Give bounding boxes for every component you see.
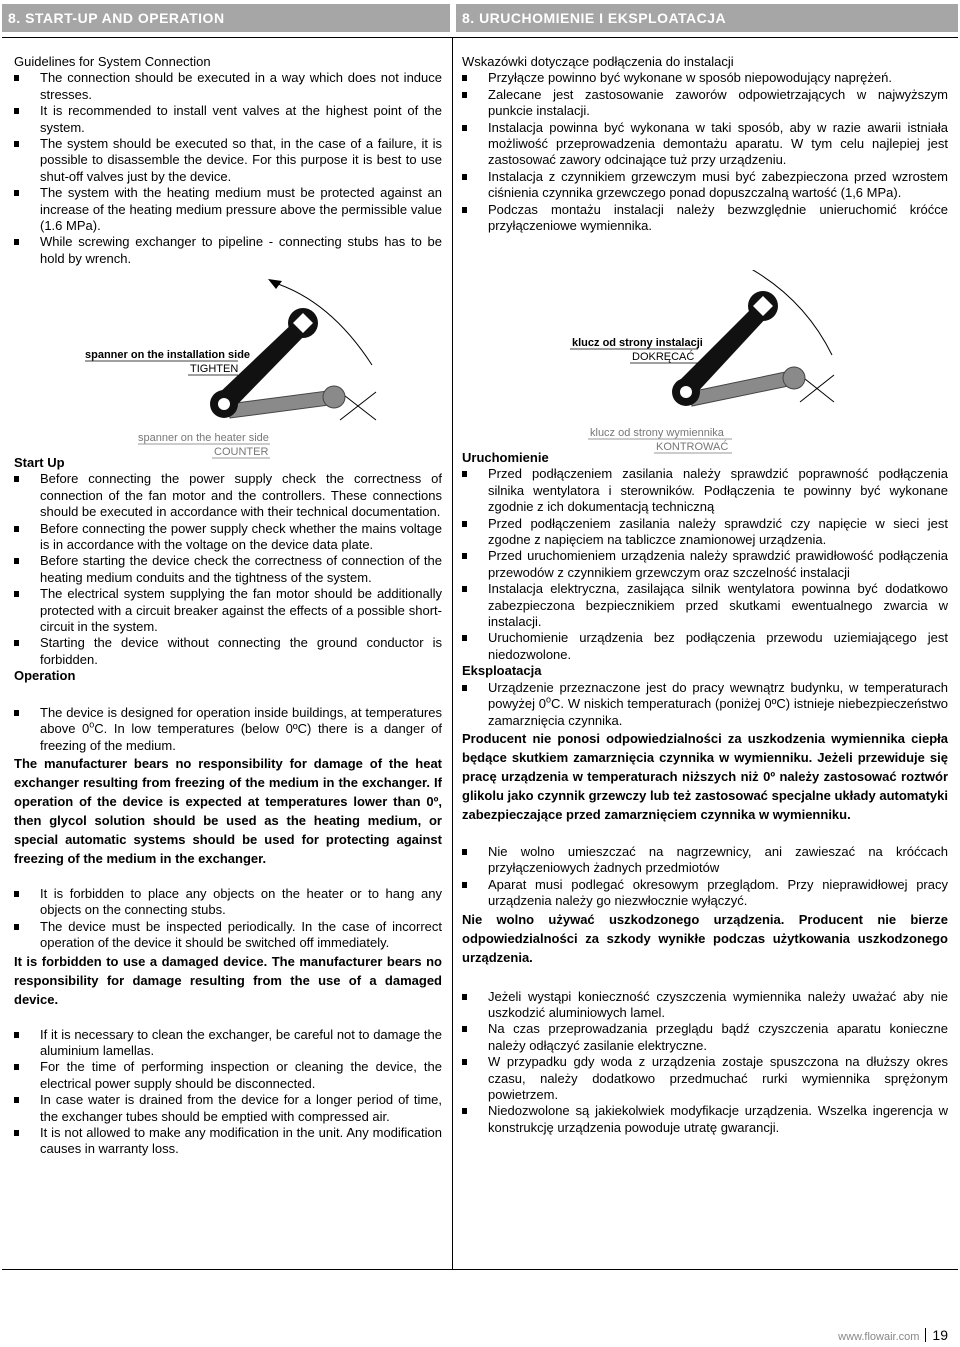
- list-item: Uruchomienie urządzenia bez podłączenia przewodu uziemiającego jest niedozwolone.: [462, 630, 948, 663]
- pl-guidelines-section: [462, 54, 948, 234]
- list-item: The device must be inspected periodically. In the case of incorrect operation of the device it should be switched off immediately.: [14, 919, 442, 952]
- en-forbidden-list: [14, 886, 442, 952]
- pl-guidelines-title: Wskazówki dotyczące podłączenia do instalacji: [462, 54, 734, 69]
- footer-url[interactable]: www.flowair.com: [838, 1331, 920, 1343]
- list-item: Przyłącze powinno być wykonane w sposób niepowodujący naprężeń.: [462, 70, 948, 86]
- wrench-nut: [218, 398, 230, 410]
- list-item: Jeżeli wystąpi konieczność czyszczenia wymiennika należy uważać aby nie uszkodzić aluminiowych lamel.: [462, 989, 948, 1022]
- en-maintenance-list: [14, 1027, 442, 1158]
- list-item: In case water is drained from the device for a longer period of time, the exchanger tubes should be emptied with compressed air.: [14, 1092, 442, 1125]
- wrench-head: [323, 386, 345, 408]
- list-item: The system should be executed so that, in the case of a failure, it is possible to disassemble the device. For this purpose it is best to use shut-off valves just by the device.: [14, 136, 442, 185]
- list-item: Instalacja z czynnikiem grzewczym musi być zabezpieczona przed wzrostem ciśnienia czynnika grzewczego ponad dopuszczalną wartość (1,6 MPa).: [462, 169, 948, 202]
- section-header-pl: 8. URUCHOMIENIE I EKSPLOATACJA: [456, 4, 958, 32]
- pl-install-action: DOKRĘCAĆ: [632, 351, 695, 363]
- list-item: Zalecane jest zastosowanie zaworów odpowietrzających w najwyższym punkcie instalacji.: [462, 87, 948, 120]
- operation-text-b: C. W niskich temperaturach (poniżej 0ºC) istnieje niebezpieczeństwo zamarznięcia czynnika.: [488, 696, 948, 728]
- list-item: Przed podłączeniem zasilania należy sprawdzić czy napięcie w sieci jest zgodne z napięciem na tabliczce znamionowej urządzenia.: [462, 516, 948, 549]
- en-guidelines-section: [14, 54, 442, 267]
- list-item: Przed podłączeniem zasilania należy sprawdzić poprawność podłączenia silnika wentylatora i sterowników. Podłączenia te powinny być wykonane zgodnie z ich dokumentacją techniczną: [462, 466, 948, 515]
- en-warning-freeze: The manufacturer bears no responsibility for damage of the heat exchanger resulting from freezing of the medium in the exchanger. If operation of the device is expected at temperatures lower than 0º, then glycol solution should be used as the heating medium, or special automatic systems should be used for protecting against freezing of the medium in the exchanger.: [14, 755, 442, 866]
- pl-operation-list: [462, 680, 948, 729]
- list-item: [14, 705, 442, 754]
- list-item: While screwing exchanger to pipeline - connecting stubs has to be hold by wrench.: [14, 234, 442, 267]
- pl-startup-list: [462, 466, 948, 663]
- pl-maintenance-list: [462, 989, 948, 1137]
- list-item: It is recommended to install vent valves at the highest point of the system.: [14, 103, 442, 136]
- en-install-action: TIGHTEN: [190, 363, 239, 375]
- list-item: Przed uruchomieniem urządzenia należy sprawdzić prawidłowość podłączenia przewodów z czynnikiem grzewczym oraz szczelność instalacji: [462, 548, 948, 581]
- list-item: Before connecting the power supply check the correctness of connection of the fan motor and the controllers. These connections should be executed in accordance with their technical documentation.: [14, 471, 442, 520]
- list-item: If it is necessary to clean the exchanger, be careful not to damage the aluminium lamellas.: [14, 1027, 442, 1060]
- list-item: For the time of performing inspection or cleaning the device, the electrical power supply should be disconnected.: [14, 1059, 442, 1092]
- pl-forbidden-list: [462, 844, 948, 910]
- top-rule: [2, 37, 958, 38]
- list-item: It is forbidden to place any objects on the heater or to hang any objects on the connecting stubs.: [14, 886, 442, 919]
- list-item: The electrical system supplying the fan motor should be additionally protected with a circuit breaker against the effects of a possible short-circuit in the system.: [14, 586, 442, 635]
- list-item: Nie wolno umieszczać na nagrzewnicy, ani zawieszać na króćcach przyłączeniowych żadnych przedmiotów: [462, 844, 948, 877]
- pl-heater-action: KONTROWAĆ: [656, 441, 729, 453]
- pl-heater-label: klucz od strony wymiennika: [590, 427, 724, 439]
- operation-text-b: C. In low temperatures (below 0ºC) there is a danger of freezing of the medium.: [40, 721, 442, 753]
- operation-text-a: The device is designed for operation inside buildings, at temperatures above 0: [40, 704, 442, 737]
- footer-separator: [925, 1328, 926, 1342]
- list-item: Before starting the device check the correctness of connection of the heating medium conduits and the tightness of the system.: [14, 553, 442, 586]
- en-operation-title: Operation: [14, 668, 76, 684]
- page-number: 19: [932, 1327, 948, 1343]
- list-item: The connection should be executed in a way which does not induce stresses.: [14, 70, 442, 103]
- list-item: Before connecting the power supply check whether the mains voltage is in accordance with the voltage on the device data plate.: [14, 521, 442, 554]
- page-footer: [838, 1327, 948, 1343]
- en-startup-section: [14, 455, 442, 1158]
- en-heater-action: COUNTER: [214, 446, 269, 458]
- en-guidelines-list: [14, 70, 442, 267]
- wrench-diagram-en: [85, 279, 376, 458]
- en-startup-title: Start Up: [14, 455, 65, 470]
- degree-sup: o: [546, 694, 552, 705]
- list-item: Instalacja powinna być wykonana w taki sposób, aby w razie awarii istniała możliwość przeprowadzenia demontażu aparatu. W tym celu najlepiej jest zastosować zawory odcinające tuż przy urządzeniu.: [462, 120, 948, 169]
- list-item: Instalacja elektryczna, zasilająca silnik wentylatora powinna być dodatkowo zabezpieczona bezpiecznikiem przed skutkami ewentualnego zwarcia w instalacji.: [462, 581, 948, 630]
- wrench-diagram-pl: [570, 270, 834, 453]
- pl-operation-title: Eksploatacja: [462, 663, 542, 679]
- arrow-head: [268, 279, 282, 289]
- list-item: Starting the device without connecting the ground conductor is forbidden.: [14, 635, 442, 668]
- list-item: Na czas przeprowadzania przeglądu bądź czyszczenia aparatu konieczne należy odłączyć zasilanie elektryczne.: [462, 1021, 948, 1054]
- column-divider: [452, 37, 453, 1269]
- list-item: It is not allowed to make any modification in the unit. Any modification causes in warranty loss.: [14, 1125, 442, 1158]
- en-startup-list: [14, 471, 442, 668]
- wrench-diagram: [0, 270, 960, 460]
- en-operation-list: [14, 705, 442, 754]
- en-heater-label: spanner on the heater side: [138, 432, 269, 444]
- pl-startup-title: Uruchomienie: [462, 450, 549, 465]
- pl-warning-freeze: Producent nie ponosi odpowiedzialności za uszkodzenia wymiennika ciepła będące skutkiem zamarznięcia czynnika w wymienniku. Jeżeli przewiduje się pracę urządzenia w temperaturach niższych niż 0º należy zastosować roztwór glikolu jako czynnik grzewczy lub też zastosować specjalne układy automatyki zabezpieczające przed zamarznięciem czynnika w wymienniku.: [462, 730, 948, 822]
- en-warning-damaged: It is forbidden to use a damaged device. The manufacturer bears no responsibility for damage resulting from the use of a damaged device.: [14, 953, 442, 1007]
- bottom-rule: [2, 1269, 958, 1270]
- degree-sup: o: [89, 719, 95, 730]
- section-header-en: 8. START-UP AND OPERATION: [2, 4, 450, 32]
- list-item: The system with the heating medium must be protected against an increase of the heating medium pressure above the permissible value (1.6 MPa).: [14, 185, 442, 234]
- operation-text-a: Urządzenie przeznaczone jest do pracy wewnątrz budynku, w temperaturach powyżej 0: [488, 679, 948, 712]
- pl-startup-section: [462, 450, 948, 1136]
- en-guidelines-title: Guidelines for System Connection: [14, 54, 211, 69]
- pl-guidelines-list: [462, 70, 948, 234]
- list-item: [462, 680, 948, 729]
- list-item: Podczas montażu instalacji należy bezwzględnie unieruchomić króćce przyłączeniowe wymiennika.: [462, 202, 948, 235]
- pl-warning-damaged: Nie wolno używać uszkodzonego urządzenia. Producent nie bierze odpowiedzialności za szkody wynikłe podczas użytkowania uszkodzonego urządzenia.: [462, 911, 948, 965]
- wrench-head: [783, 367, 805, 389]
- list-item: Niedozwolone są jakiekolwiek modyfikacje urządzenia. Wszelka ingerencja w konstrukcję urządzenia powoduje utratę gwarancji.: [462, 1103, 948, 1136]
- pl-install-label: klucz od strony instalacji: [572, 337, 703, 349]
- list-item: W przypadku gdy woda z urządzenia zostaje spuszczona na dłuższy okres czasu, należy dodatkowo przedmuchać rurki wymiennika sprężonym powietrzem.: [462, 1054, 948, 1103]
- en-install-label: spanner on the installation side: [85, 349, 251, 361]
- list-item: Aparat musi podlegać okresowym przeglądom. Przy nieprawidłowej pracy urządzenia należy go niezwłocznie wyłączyć.: [462, 877, 948, 910]
- rotation-arrow-arc: [730, 270, 832, 355]
- wrench-nut: [680, 386, 692, 398]
